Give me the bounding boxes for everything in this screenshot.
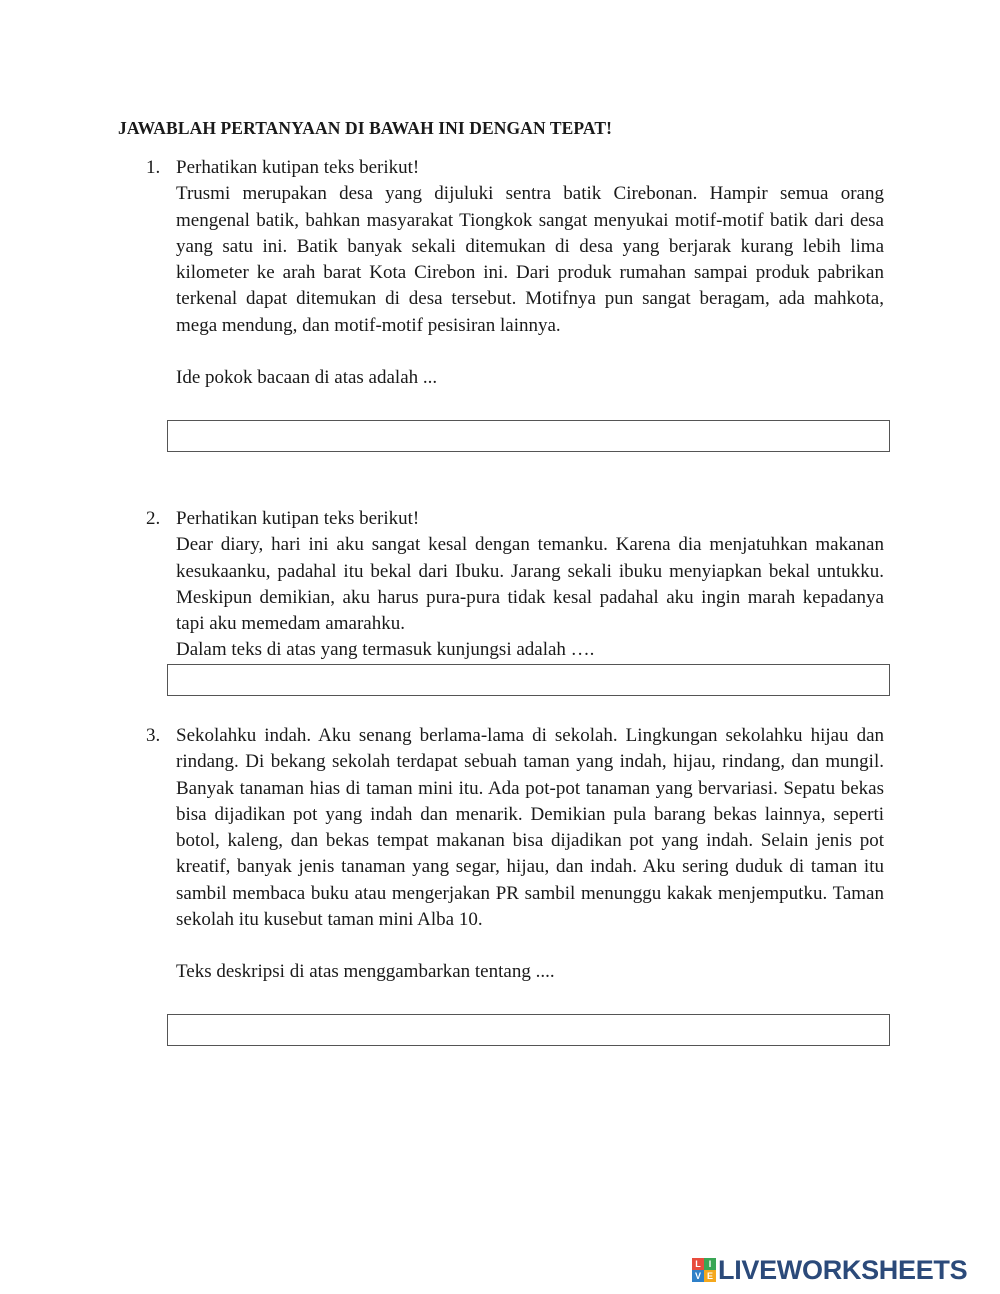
question-prompt: Ide pokok bacaan di atas adalah ... <box>176 367 438 389</box>
question-prompt: Dalam teks di atas yang termasuk kunjungsi adalah …. <box>176 639 595 661</box>
liveworksheets-logo-icon <box>692 1258 716 1282</box>
question-intro: Perhatikan kutipan teks berikut! <box>176 508 420 529</box>
logo-tile: I <box>704 1258 716 1270</box>
question-number: 1. <box>146 157 161 178</box>
question-3 <box>146 723 884 986</box>
question-1 <box>146 155 884 391</box>
worksheet-heading: JAWABLAH PERTANYAAN DI BAWAH INI DENGAN TEPAT! <box>118 118 613 138</box>
brand-name: LIVEWORKSHEETS <box>718 1255 968 1285</box>
question-passage: Trusmi merupakan desa yang dijuluki sentra batik Cirebonan. Hampir semua orang mengenal batik, bahkan masyarakat Tiongkok sangat menyukai motif-motif batik dari desa yang satu ini. Batik banyak sekali ditemukan di desa yang berjarak kurang lebih lima kilometer ke arah barat Kota Cirebon ini. Dari produk rumahan sampai produk pabrikan terkenal dapat ditemukan di desa tersebut. Motifnya pun sangat beragam, ada mahkota, mega mendung, dan motif-motif pesisiran lainnya. <box>176 183 884 336</box>
question-2 <box>146 506 884 664</box>
answer-input-3[interactable] <box>167 1014 890 1046</box>
question-intro: Perhatikan kutipan teks berikut! <box>176 157 420 178</box>
logo-tile: V <box>692 1270 704 1282</box>
question-passage: Sekolahku indah. Aku senang berlama-lama di sekolah. Lingkungan sekolahku hijau dan rindang. Di bekang sekolah terdapat sebuah taman yang indah, hijau, rindang, dan mungil. Banyak tanaman hias di taman mini itu. Ada pot-pot tanaman yang bervariasi. Sepatu bekas bisa dijadikan pot yang indah dan menarik. Demikian pula barang bekas lainnya, seperti botol, kaleng, dan bekas tempat makanan bisa dijadikan pot yang indah. Selain jenis pot kreatif, banyak jenis tanaman yang segar, hijau, dan indah. Aku sering duduk di taman itu sambil membaca buku atau mengerjakan PR sambil menunggu kakak menjemputku. Taman sekolah itu kusebut taman mini Alba 10. <box>176 725 884 931</box>
logo-tile: E <box>704 1270 716 1282</box>
answer-input-1[interactable] <box>167 420 890 452</box>
liveworksheets-brand <box>692 1256 967 1284</box>
logo-tile: L <box>692 1258 704 1270</box>
question-number: 3. <box>146 725 161 746</box>
question-number: 2. <box>146 508 161 529</box>
question-prompt: Teks deskripsi di atas menggambarkan tentang .... <box>176 961 555 983</box>
answer-input-2[interactable] <box>167 664 890 696</box>
question-passage: Dear diary, hari ini aku sangat kesal dengan temanku. Karena dia menjatuhkan makanan kesukaanku, padahal itu bekal dari Ibuku. Jarang sekali ibuku menyiapkan bekal untukku. Meskipun demikian, aku harus pura-pura tidak kesal padahal aku ingin marah kepadanya tapi aku memedam amarahku. <box>176 534 884 635</box>
